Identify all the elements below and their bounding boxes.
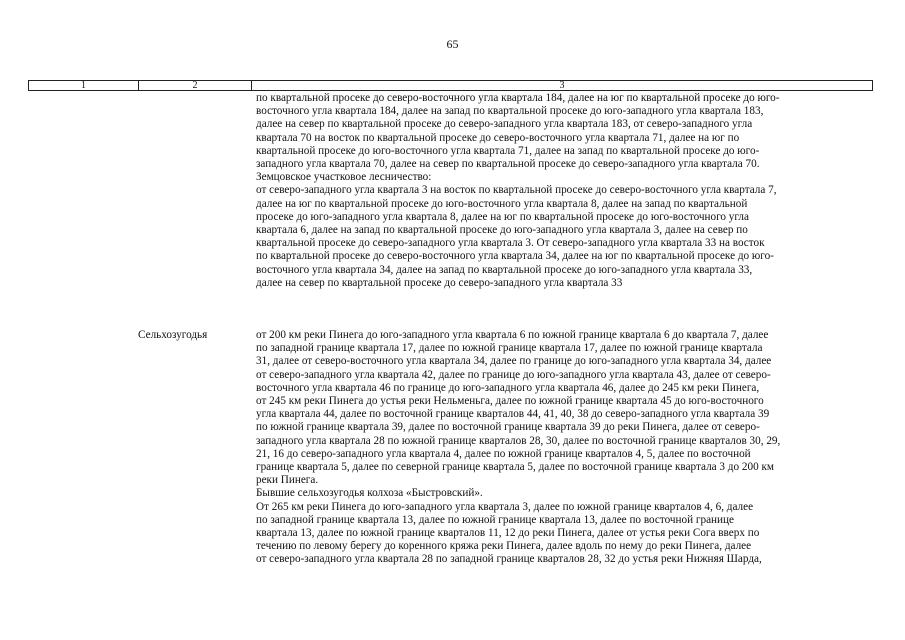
text-line: по южной границе квартала 39, далее по восточной границе квартала 39 до реки Пинега, далее от северо- bbox=[256, 421, 760, 434]
text-line: Земцовское участковое лесничество: bbox=[256, 171, 432, 184]
row-description bbox=[256, 92, 866, 290]
text-line: реки Пинега. bbox=[256, 474, 319, 487]
text-line: восточного угла квартала 184, далее на запад по квартальной просеке до юго-западного угла квартала 183, bbox=[256, 105, 764, 118]
text-line: квартала 6, далее на запад по квартальной просеке до юго-западного угла квартала 3, далее на север по bbox=[256, 224, 748, 237]
text-line: от 200 км реки Пинега до юго-западного угла квартала 6 по южной границе квартала 6 до квартала 7, далее bbox=[256, 329, 769, 341]
table-header-row bbox=[28, 80, 873, 91]
text-line: от северо-западного угла квартала 28 по западной границе кварталов 28, 32 до устья реки Нижняя Шарда, bbox=[256, 553, 762, 566]
text-line: угла квартала 44, далее по восточной границе кварталов 44, 41, 40, 38 до северо-западного угла квартала 39 bbox=[256, 408, 770, 421]
header-col-1: 1 bbox=[29, 81, 139, 90]
text-line: От 265 км реки Пинега до юго-западного угла квартала 3, далее по южной границе кварталов 4, 6, далее bbox=[256, 500, 754, 513]
text-line: далее на север по квартальной просеке до северо-западного угла квартала 33 bbox=[256, 276, 623, 289]
text-line: по квартальной просеке до северо-восточного угла квартала 34, далее на юг по квартальной просеке до юго- bbox=[256, 250, 774, 263]
text-line: по западной границе квартала 13, далее по южной границе квартала 13, далее по восточной границе bbox=[256, 513, 734, 526]
text-line: квартала 70 на восток по квартальной просеке до северо-восточного угла квартала 71, далее на юг по bbox=[256, 131, 740, 144]
text-line: восточного угла квартала 34, далее на запад по квартальной просеке до юго-западного угла квартала 33, bbox=[256, 263, 753, 276]
text-line: просеке до юго-западного угла квартала 8, далее на юг по квартальной просеке до юго-восточного угла bbox=[256, 210, 749, 223]
text-line: западного угла квартала 28 по южной границе кварталов 28, 30, далее по восточной границе кварталов 30, 29, bbox=[256, 434, 781, 447]
page-number: 65 bbox=[446, 37, 459, 51]
text-line: от северо-западного угла квартала 3 на восток по квартальной просеке до северо-восточного угла квартала 7, bbox=[256, 184, 777, 197]
header-col-3: 3 bbox=[559, 80, 565, 91]
text-line: 21, 16 до северо-западного угла квартала 4, далее по южной границе кварталов 4, 5, далее по восточной bbox=[256, 447, 751, 460]
header-col-2: 2 bbox=[139, 81, 252, 90]
text-line: течению по левому берегу до коренного кряжа реки Пинега, далее вдоль по нему до реки Пинега, далее bbox=[256, 540, 752, 553]
text-line: границе квартала 5, далее по северной границе квартала 5, далее по восточной границе квартала 3 до 200 км bbox=[256, 461, 774, 474]
text-line: по западной границе квартала 17, далее по южной границе квартала 17, далее по южной границе квартала bbox=[256, 342, 763, 355]
row-description bbox=[256, 329, 866, 567]
text-line: квартальной просеке до юго-восточного угла квартала 71, далее на запад по квартальной просеке до юго- bbox=[256, 144, 760, 157]
text-line: восточного угла квартала 46 по границе до юго-западного угла квартала 46, далее до 245 км реки Пинега, bbox=[256, 381, 760, 394]
text-line: от 245 км реки Пинега до устья реки Нельменьга, далее по южной границе квартала 45 до юго-восточного bbox=[256, 395, 764, 408]
text-line: западного угла квартала 70, далее на север по квартальной просеке до северо-западного угла квартала 70. bbox=[256, 158, 760, 171]
text-line: по квартальной просеке до северо-восточного угла квартала 184, далее на юг по квартальной просеке до юго- bbox=[256, 92, 780, 104]
text-line: далее на север по квартальной просеке до северо-западного угла квартала 183, от северо-западного угла bbox=[256, 118, 753, 131]
text-line: квартальной просеке до северо-западного угла квартала 3. От северо-западного угла квартала 33 на восток bbox=[256, 237, 765, 250]
row-label: Сельхозугодья bbox=[138, 329, 208, 341]
text-line: Бывшие сельхозугодья колхоза «Быстровский». bbox=[256, 487, 483, 500]
text-line: 31, далее от северо-восточного угла квартала 34, далее по границе до юго-западного угла квартала 34, далее bbox=[256, 355, 772, 368]
text-line: квартала 13, далее по южной границе кварталов 11, 12 до реки Пинега, далее от устья реки Сога вверх по bbox=[256, 527, 760, 540]
text-line: от северо-западного угла квартала 42, далее по границе до юго-западного угла квартала 43, далее от северо- bbox=[256, 368, 771, 381]
text-line: далее на юг по квартальной просеке до юго-восточного угла квартала 8, далее на запад по квартальной bbox=[256, 197, 748, 210]
